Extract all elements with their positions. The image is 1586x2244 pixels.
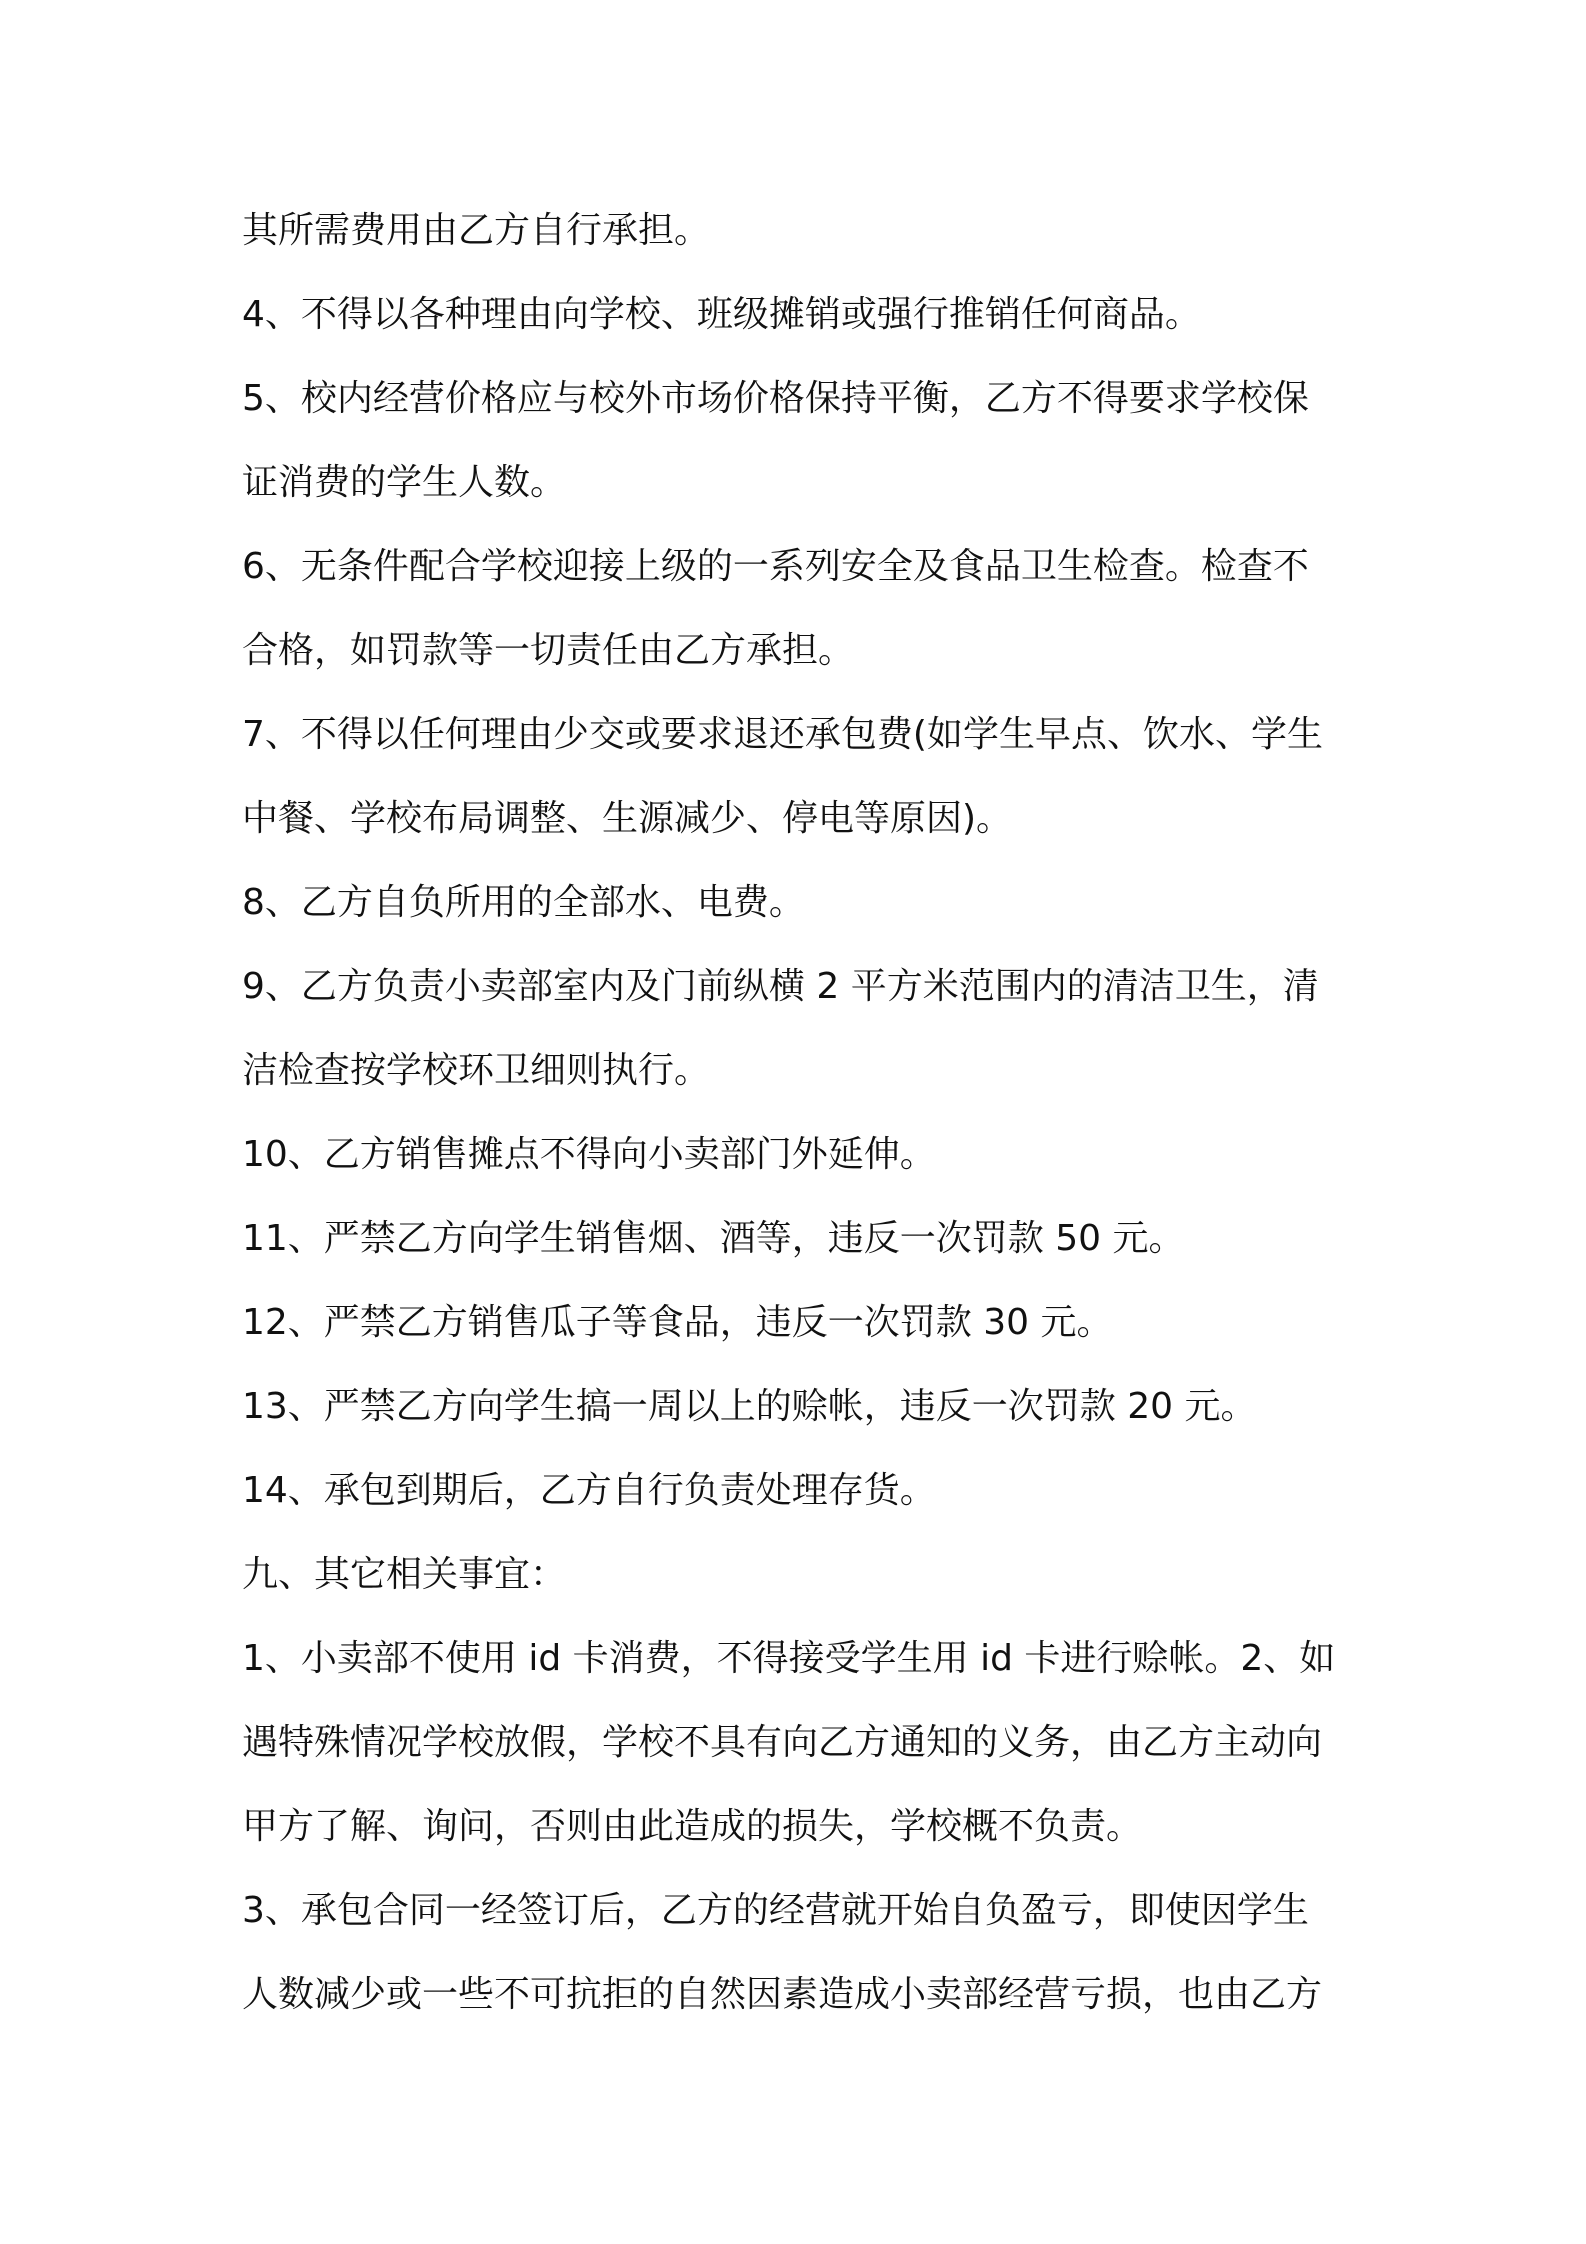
text-line: 其所需费用由乙方自行承担。 xyxy=(242,210,711,251)
text-line: 证消费的学生人数。 xyxy=(242,462,567,503)
text-line: 3、承包合同一经签订后，乙方的经营就开始自负盈亏，即使因学生 xyxy=(242,1890,1309,1931)
text-line: 5、校内经营价格应与校外市场价格保持平衡，乙方不得要求学校保 xyxy=(242,378,1309,419)
text-line: 8、乙方自负所用的全部水、电费。 xyxy=(242,882,805,923)
text-line: 13、严禁乙方向学生搞一周以上的赊帐，违反一次罚款 20 元。 xyxy=(242,1386,1257,1427)
text-line: 中餐、学校布局调整、生源减少、停电等原因)。 xyxy=(242,798,1013,839)
text-line: 9、乙方负责小卖部室内及门前纵横 2 平方米范围内的清洁卫生，清 xyxy=(242,966,1319,1007)
text-line: 人数减少或一些不可抗拒的自然因素造成小卖部经营亏损，也由乙方 xyxy=(242,1974,1323,2015)
text-line: 甲方了解、询问，否则由此造成的损失，学校概不负责。 xyxy=(242,1806,1143,1847)
text-line: 洁检查按学校环卫细则执行。 xyxy=(242,1050,711,1091)
text-line: 遇特殊情况学校放假，学校不具有向乙方通知的义务，由乙方主动向 xyxy=(242,1722,1323,1763)
text-line: 7、不得以任何理由少交或要求退还承包费(如学生早点、饮水、学生 xyxy=(242,714,1323,755)
text-line: 11、严禁乙方向学生销售烟、酒等，违反一次罚款 50 元。 xyxy=(242,1218,1185,1259)
text-line: 12、严禁乙方销售瓜子等食品，违反一次罚款 30 元。 xyxy=(242,1302,1113,1343)
text-line: 10、乙方销售摊点不得向小卖部门外延伸。 xyxy=(242,1134,936,1175)
text-line: 4、不得以各种理由向学校、班级摊销或强行推销任何商品。 xyxy=(242,294,1201,335)
text-line: 1、小卖部不使用 id 卡消费，不得接受学生用 id 卡进行赊帐。2、如 xyxy=(242,1638,1336,1679)
text-line: 6、无条件配合学校迎接上级的一系列安全及食品卫生检查。检查不 xyxy=(242,546,1309,587)
text-line: 14、承包到期后，乙方自行负责处理存货。 xyxy=(242,1470,936,1511)
text-line: 合格，如罚款等一切责任由乙方承担。 xyxy=(242,630,855,671)
section-heading: 九、其它相关事宜： xyxy=(242,1554,567,1595)
